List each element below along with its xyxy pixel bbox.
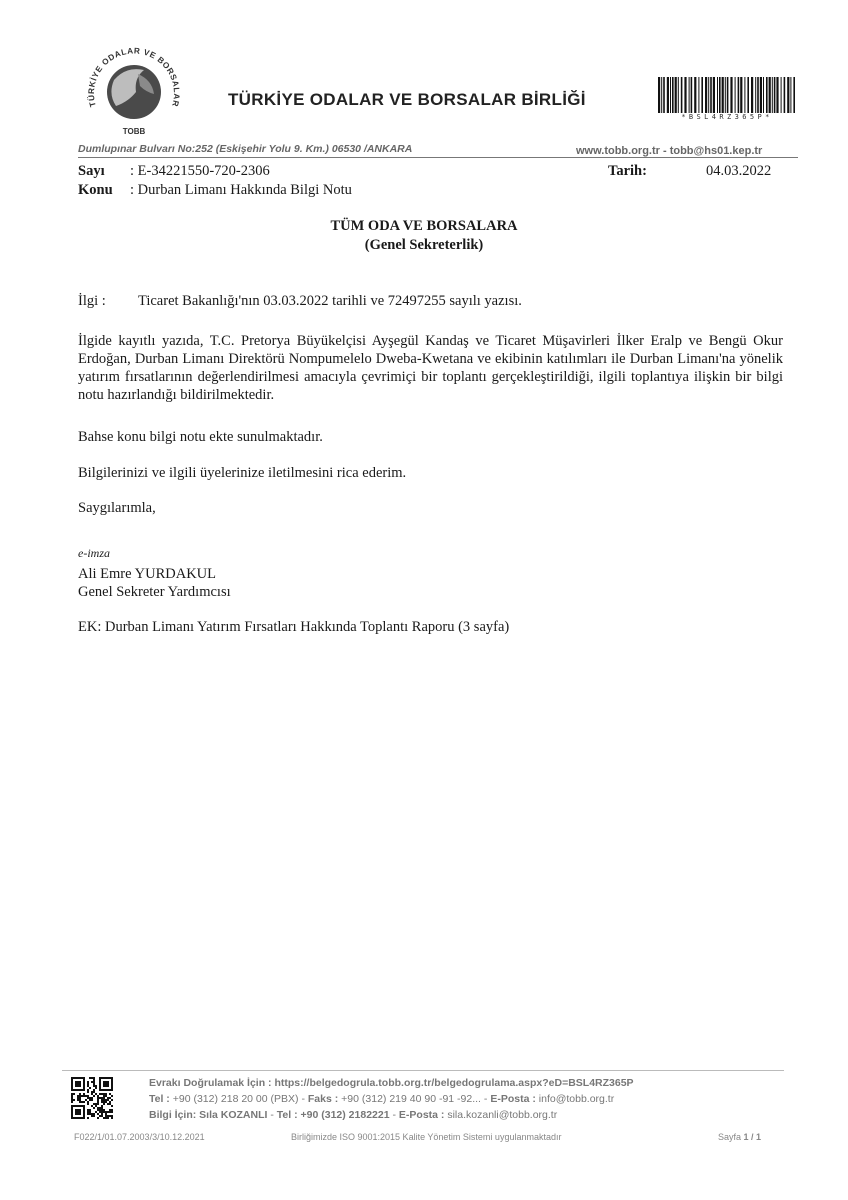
qr-module (91, 1113, 93, 1115)
e-imza-mark: e-imza (78, 546, 110, 560)
qr-module (95, 1085, 97, 1087)
barcode-bar (751, 77, 753, 113)
qr-module (85, 1099, 87, 1101)
barcode-bar (757, 77, 759, 113)
qr-module (107, 1115, 109, 1117)
qr-module (91, 1077, 93, 1079)
qr-module (109, 1109, 111, 1111)
qr-module (93, 1079, 95, 1081)
qr-module (87, 1111, 89, 1113)
barcode-bar (735, 77, 736, 113)
qr-module (103, 1081, 109, 1087)
qr-module (81, 1095, 83, 1097)
qr-module (109, 1101, 111, 1103)
barcode-bar (713, 77, 715, 113)
qr-module (109, 1111, 111, 1113)
recipient-line2: (Genel Sekreterlik) (364, 237, 484, 253)
qr-module (91, 1099, 93, 1101)
barcode-bar (755, 77, 756, 113)
qr-module (93, 1089, 95, 1091)
tel-pbx: (PBX) (270, 1093, 299, 1105)
tel-value: +90 (312) 218 20 00 (172, 1093, 268, 1105)
barcode-bar (719, 77, 721, 113)
signer-title: Genel Sekreter Yardımcısı (78, 584, 231, 600)
qr-module (93, 1113, 95, 1115)
tobb-logo (78, 40, 190, 140)
qr-module (77, 1097, 79, 1099)
qr-module (95, 1111, 97, 1113)
qr-module (103, 1111, 105, 1113)
barcode-bar (781, 77, 782, 113)
bilgi-label: Bilgi İçin: Sıla KOZANLI (149, 1109, 268, 1121)
paragraph-1: İlgide kayıtlı yazıda, T.C. Pretorya Büyükelçisi Ayşegül Kandaş ve Ticaret Müşavirleri İlker Eralp ve Bengü Okur Erdoğan, Durban Limanı Direktörü Nompumelelo Dweba-Kwetana ve ekibinin katılımları ile Durban Limanı'na yönelik yatırım fırsatlarının değerlendirilmesi amacıyla çevrimiçi bir toplantı gerçekleştirildiği, ilgili toplantıya ilişkin bir bilgi notu hazırlandığı bildirilmektedir. (78, 333, 783, 403)
qr-module (89, 1111, 91, 1113)
barcode-bar (738, 77, 740, 113)
qr-module (105, 1113, 107, 1115)
qr-module (87, 1097, 89, 1099)
qr-module (97, 1117, 99, 1119)
qr-module (81, 1101, 83, 1103)
qr-module (89, 1097, 91, 1099)
qr-module (99, 1109, 101, 1111)
qr-module (71, 1101, 73, 1103)
logo-ring-text: TÜRKİYE ODALAR VE BORSALAR (86, 46, 182, 108)
barcode-bar (681, 77, 683, 113)
qr-module (101, 1097, 103, 1099)
sayi-value: : E-34221550-720-2306 (130, 163, 270, 179)
qr-module (79, 1101, 81, 1103)
iso-note: Birliğimizde ISO 9001:2015 Kalite Yönetim Sistemi uygulanmaktadır (291, 1132, 562, 1142)
qr-module (93, 1085, 95, 1087)
barcode-bar (684, 77, 686, 113)
qr-module (105, 1111, 107, 1113)
konu-value: : Durban Limanı Hakkında Bilgi Notu (130, 182, 352, 198)
sayi-row (78, 163, 270, 180)
qr-module (111, 1095, 113, 1097)
qr-module (83, 1101, 85, 1103)
qr-module (93, 1083, 95, 1085)
qr-module (109, 1115, 111, 1117)
paragraph-2: Bahse konu bilgi notu ekte sunulmaktadır. (78, 429, 323, 445)
qr-module (91, 1115, 93, 1117)
barcode-bar (667, 77, 669, 113)
barcode-bar (658, 77, 660, 113)
qr-module (111, 1109, 113, 1111)
barcode-bar (769, 77, 771, 113)
barcode-bar (747, 77, 749, 113)
barcode-bar (784, 77, 786, 113)
qr-module (93, 1115, 95, 1117)
qr-module (71, 1099, 73, 1101)
qr-module (91, 1097, 93, 1099)
qr-module (73, 1093, 75, 1095)
org-title: TÜRKİYE ODALAR VE BORSALAR BİRLİĞİ (228, 90, 586, 109)
qr-module (71, 1095, 73, 1097)
barcode-bar (760, 77, 762, 113)
qr-module (75, 1081, 81, 1087)
qr-module (107, 1099, 109, 1101)
barcode-bar (776, 77, 778, 113)
signer-name: Ali Emre YURDAKUL (78, 566, 216, 582)
qr-module (83, 1095, 85, 1097)
qr-module (97, 1113, 99, 1115)
qr-module (101, 1093, 103, 1095)
qr-module (107, 1117, 109, 1119)
barcode-bar (725, 77, 726, 113)
qr-module (101, 1105, 103, 1107)
info-line: Bilgi İçin: Sıla KOZANLI - Tel : +90 (312) 2182221 - E-Posta : sila.kozanli@tobb.org.tr (149, 1109, 558, 1121)
tarih-value: 04.03.2022 (706, 163, 772, 179)
qr-module (79, 1099, 81, 1101)
qr-module (111, 1115, 113, 1117)
qr-module (89, 1077, 91, 1079)
qr-module (109, 1103, 111, 1105)
qr-code[interactable] (71, 1077, 113, 1119)
qr-module (101, 1115, 103, 1117)
barcode-bar (744, 77, 745, 113)
qr-module (105, 1099, 107, 1101)
barcode-bar (727, 77, 729, 113)
qr-module (97, 1099, 99, 1101)
barcode-bar (790, 77, 791, 113)
header-divider (78, 157, 798, 158)
bilgi-tel-label: Tel : (276, 1109, 298, 1121)
qr-module (103, 1117, 105, 1119)
qr-module (83, 1093, 85, 1095)
qr-module (95, 1103, 97, 1105)
qr-module (87, 1081, 89, 1083)
barcode-bar (717, 77, 718, 113)
qr-module (93, 1091, 95, 1093)
qr-module (91, 1105, 93, 1107)
barcode-bar (772, 77, 773, 113)
qr-module (75, 1109, 81, 1115)
qr-module (87, 1091, 89, 1093)
qr-module (93, 1107, 95, 1109)
qr-module (103, 1093, 105, 1095)
qr-module (97, 1101, 99, 1103)
qr-module (107, 1111, 109, 1113)
qr-module (89, 1109, 91, 1111)
qr-module (87, 1109, 89, 1111)
ilgi-label: İlgi : (78, 293, 106, 309)
barcode-text: *BSL4RZ365P* (681, 113, 773, 121)
barcode-bar (787, 77, 789, 113)
qr-module (91, 1093, 93, 1095)
bilgi-eposta-label: E-Posta : (398, 1109, 445, 1121)
qr-module (89, 1113, 91, 1115)
qr-module (107, 1103, 109, 1105)
qr-module (93, 1095, 95, 1097)
barcode-bar (663, 77, 665, 113)
barcode-bar (701, 77, 703, 113)
verify-url[interactable]: https://belgedogrula.tobb.org.tr/belgedogrulama.aspx?eD=BSL4RZ365P (274, 1077, 634, 1089)
barcode-bar (708, 77, 709, 113)
address: Dumlupınar Bulvarı No:252 (Eskişehir Yolu 9. Km.) 06530 /ANKARA (78, 143, 413, 155)
barcode-bar (670, 77, 671, 113)
page-indicator (718, 1132, 761, 1142)
qr-module (99, 1093, 101, 1095)
faks-value: +90 (312) 219 40 90 -91 -92... (341, 1093, 481, 1105)
qr-module (79, 1093, 81, 1095)
sayi-label: Sayı (78, 163, 105, 179)
barcode-bar (672, 77, 674, 113)
qr-module (99, 1097, 101, 1099)
qr-module (87, 1101, 89, 1103)
qr-module (73, 1099, 75, 1101)
qr-module (103, 1095, 105, 1097)
qr-module (101, 1113, 103, 1115)
barcode-bar (722, 77, 724, 113)
barcode-bar (766, 77, 768, 113)
tel-label: Tel : (149, 1093, 170, 1105)
ilgi-text: Ticaret Bakanlığı'nın 03.03.2022 tarihli ve 72497255 sayılı yazısı. (138, 293, 522, 309)
footer-divider (62, 1070, 784, 1071)
qr-module (79, 1095, 81, 1097)
qr-module (71, 1093, 73, 1095)
barcode-bar (661, 77, 662, 113)
qr-module (87, 1095, 89, 1097)
form-code: F022/1/01.07.2003/3/10.12.2021 (74, 1132, 205, 1142)
qr-module (71, 1097, 73, 1099)
qr-module (99, 1111, 101, 1113)
qr-module (87, 1083, 89, 1085)
barcode-bar (691, 77, 693, 113)
qr-module (97, 1109, 99, 1111)
qr-module (103, 1097, 105, 1099)
qr-module (87, 1113, 89, 1115)
qr-module (107, 1097, 109, 1099)
qr-module (91, 1091, 93, 1093)
qr-module (105, 1117, 107, 1119)
qr-module (105, 1101, 107, 1103)
qr-module (93, 1103, 95, 1105)
qr-module (87, 1085, 89, 1087)
qr-module (99, 1115, 101, 1117)
barcode-bar (763, 77, 764, 113)
attachment-note: EK: Durban Limanı Yatırım Fırsatları Hakkında Toplantı Raporu (3 sayfa) (78, 619, 510, 635)
bilgi-eposta-value[interactable]: sila.kozanli@tobb.org.tr (447, 1109, 558, 1121)
qr-module (103, 1109, 105, 1111)
logo-abbr: TOBB (122, 127, 146, 136)
qr-module (79, 1097, 81, 1099)
tarih-label: Tarih: (608, 163, 647, 179)
recipient-line1: TÜM ODA VE BORSALARA (330, 218, 518, 234)
qr-module (95, 1105, 97, 1107)
qr-module (91, 1081, 93, 1083)
qr-module (111, 1105, 113, 1107)
verify-line (149, 1077, 634, 1089)
qr-module (103, 1103, 105, 1105)
qr-module (101, 1101, 103, 1103)
qr-module (101, 1107, 103, 1109)
qr-module (97, 1103, 99, 1105)
qr-module (111, 1099, 113, 1101)
qr-module (105, 1115, 107, 1117)
qr-module (89, 1087, 91, 1089)
qr-module (109, 1093, 111, 1095)
konu-label: Konu (78, 182, 113, 198)
qr-module (87, 1089, 89, 1091)
qr-module (101, 1109, 103, 1111)
qr-module (85, 1095, 87, 1097)
contact-line: Tel : +90 (312) 218 20 00 (PBX) - Faks : +90 (312) 219 40 90 -91 -92... - E-Posta : info@tobb.org.tr (149, 1093, 615, 1105)
barcode-bar (689, 77, 690, 113)
website-kep[interactable]: www.tobb.org.tr - tobb@hs01.kep.tr (576, 145, 763, 157)
paragraph-3: Bilgilerinizi ve ilgili üyelerinize iletilmesini rica ederim. (78, 465, 407, 481)
qr-module (95, 1093, 97, 1095)
barcode-bar (793, 77, 795, 113)
barcode-bar (740, 77, 742, 113)
qr-module (103, 1101, 105, 1103)
qr-module (111, 1111, 113, 1113)
page-label: Sayfa (718, 1132, 742, 1142)
qr-module (89, 1099, 91, 1101)
qr-module (109, 1097, 111, 1099)
qr-module (93, 1077, 95, 1079)
qr-module (101, 1099, 103, 1101)
barcode-bar (694, 77, 696, 113)
barcode-bar (675, 77, 677, 113)
qr-module (105, 1093, 107, 1095)
closing: Saygılarımla, (78, 500, 156, 516)
qr-module (97, 1097, 99, 1099)
qr-module (93, 1081, 95, 1083)
qr-module (87, 1103, 89, 1105)
qr-module (101, 1111, 103, 1113)
barcode-bar (710, 77, 712, 113)
barcode-bar (698, 77, 699, 113)
eposta-label: E-Posta : (490, 1093, 536, 1105)
qr-module (105, 1095, 107, 1097)
qr-module (99, 1107, 101, 1109)
verify-label: Evrakı Doğrulamak İçin : (149, 1077, 272, 1089)
page-value: 1 / 1 (743, 1132, 762, 1142)
qr-module (103, 1099, 105, 1101)
eposta-value[interactable]: info@tobb.org.tr (538, 1093, 615, 1105)
bilgi-tel-value: +90 (312) 2182221 (300, 1109, 390, 1121)
faks-label: Faks : (307, 1093, 339, 1105)
barcode-bar (774, 77, 776, 113)
qr-module (77, 1099, 79, 1101)
konu-row (78, 182, 352, 199)
barcode-bar (730, 77, 732, 113)
qr-module (87, 1117, 89, 1119)
barcode-bar (705, 77, 707, 113)
barcode-bar (678, 77, 679, 113)
qr-module (111, 1117, 113, 1119)
qr-module (97, 1107, 99, 1109)
qr-module (77, 1095, 79, 1097)
qr-module (95, 1087, 97, 1089)
qr-module (97, 1095, 99, 1097)
